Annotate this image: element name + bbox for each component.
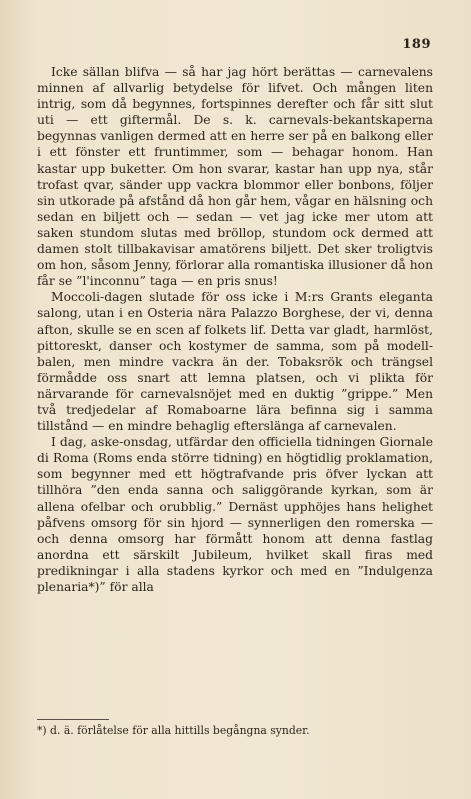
body-text [37,64,433,595]
footnote-divider [37,719,109,720]
page-number: 189 [402,37,431,52]
paragraph-moccoli-day: Moccoli-dagen slutade för oss icke i M:rs Grants eleganta salong, utan i en Osteria nära Palazzo Borghese, der vi, denna afton, skulle se en scen af folkets lif. Detta var gladt, harmlöst, pittoreskt, danser och kostymer de samma, som på modell-balen, men mindre vackra än der. Tobaksrök och trängsel förmådde oss snart att lemna platsen, och vi plikta för närvarande för carnevalsnöjet med en duktig ”grippe.” Men två tredjedelar af Romaboarne lära befinna sig i samma tillstånd — en mindre behaglig efterslänga af carnevalen. [37,290,433,434]
footnote: *) d. ä. förlåtelse för alla hittills begångna synder. [37,724,310,737]
paragraph-ash-wednesday: I dag, aske-onsdag, utfärdar den officiella tidningen Giornale di Roma (Roms enda större tidning) en högtidlig proklamation, som begynner med ett högtrafvande pris öfver lyckan att tillhöra ”den enda sanna och saliggörande kyrkan, som är allena ofelbar och orubblig.” Dernäst upphöjes hans helighet påfvens omsorg för sin hjord — synnerligen den romerska — och denna omsorg har förmått honom att denna fastlag anordna ett särskilt Jubileum, hvilket skall firas med predikningar i alla stadens kyrkor och med en ”Indulgenza plenaria*)” för alla [37,435,433,594]
paragraph-carnival-acquaintances: Icke sällan blifva — så har jag hört berättas — carnevalens minnen af allvarlig betydelse för lifvet. Och mången liten intrig, som då begynnes, fortspinnes derefter och får sitt slut uti — ett giftermål. De s. k. carnevals-bekantskaperna begynnas vanligen dermed att en herre ser på en balkong eller i ett fönster ett fruntimmer, som — behagar honom. Han kastar upp buketter. Om hon svarar, kastar han upp nya, står trofast qvar, sänder upp vackra blommor eller bonbons, följer sin utkorade på afstånd då hon går hem, vågar en hälsning och sedan en biljett och — sedan — vet jag icke mer utom att saken stundom slutas med bröllop, stundom ock dermed att damen stolt tillbakavisar amatörens biljett. Det sker troligtvis om hon, såsom Jenny, förlorar alla romantiska illusioner då hon får se ”l'inconnu” taga — en pris snus! [37,65,433,289]
